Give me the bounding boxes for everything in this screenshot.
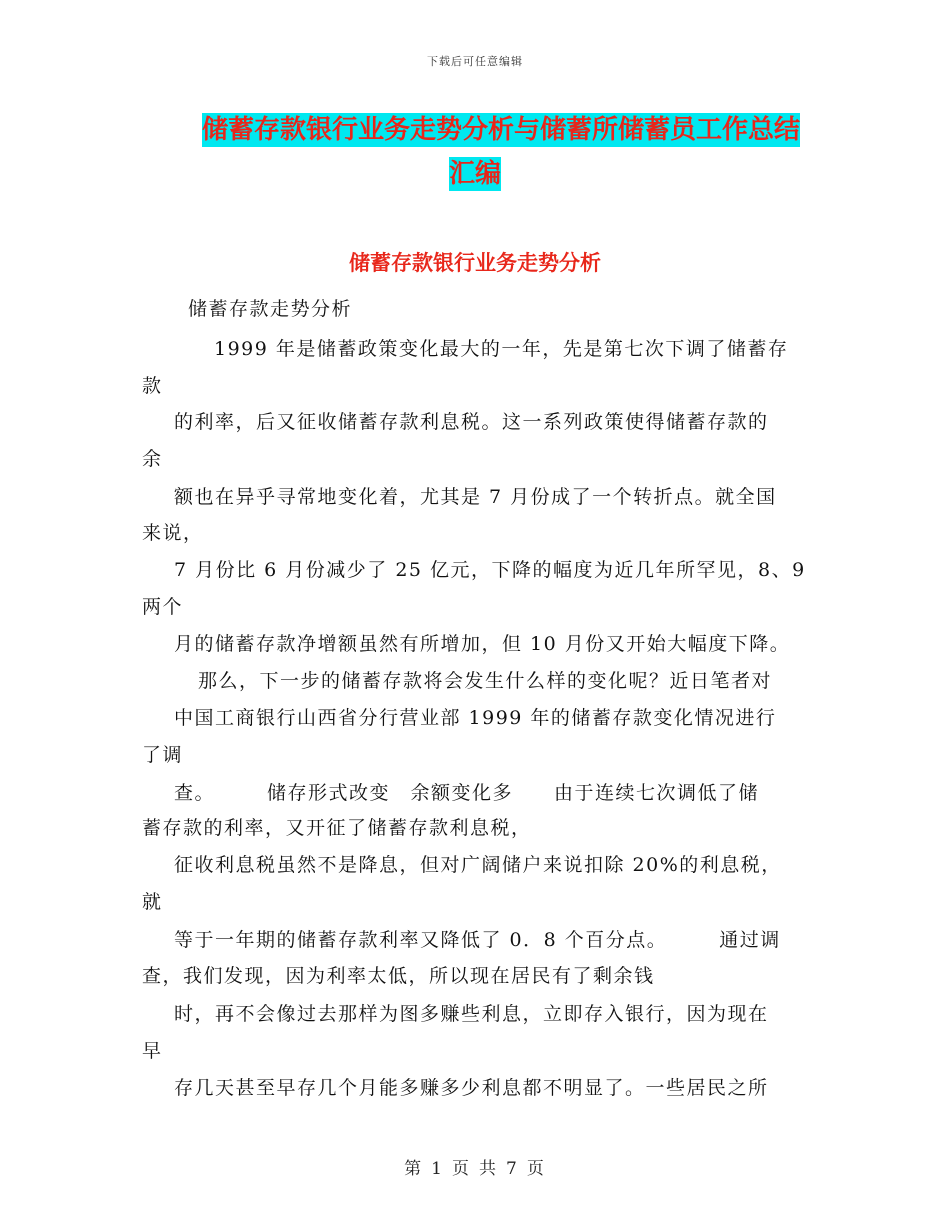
paragraph-line: 的利率，后又征收储蓄存款利息税。这一系列政策使得储蓄存款的 [174, 411, 769, 433]
paragraph-line: 两个 [142, 596, 184, 618]
section-title: 储蓄存款银行业务走势分析 [349, 251, 601, 275]
paragraph-line: 额也在异乎寻常地变化着，尤其是 7 月份成了一个转折点。就全国 [174, 486, 777, 508]
paragraph-line: 查，我们发现，因为利率太低，所以现在居民有了剩余钱 [142, 965, 655, 987]
paragraph-line: 就 [142, 891, 163, 913]
page-footer [0, 1154, 950, 1179]
paragraph-line: 1999 年是储蓄政策变化最大的一年，先是第七次下调了储蓄存 [214, 338, 789, 360]
paragraph-line: 7 月份比 6 月份减少了 25 亿元，下降的幅度为近几年所罕见，8、9 [174, 559, 806, 581]
paragraph-line: 来说， [142, 522, 204, 544]
paragraph-line: 蓄存款的利率，又开征了储蓄存款利息税， [142, 817, 532, 839]
paragraph-line: 那么，下一步的储蓄存款将会发生什么样的变化呢？近日笔者对 [198, 670, 773, 692]
title-line-1: 储蓄存款银行业务走势分析与储蓄所储蓄员工作总结 [201, 115, 800, 145]
footer-prefix: 第 [404, 1159, 424, 1179]
paragraph-line: 款 [142, 375, 163, 397]
header-note: 下载后可任意编辑 [427, 55, 523, 68]
paragraph-line: 等于一年期的储蓄存款利率又降低了 0．8 个百分点。 通过调 [174, 929, 781, 951]
total-pages: 7 [506, 1159, 519, 1179]
paragraph-line: 储蓄存款走势分析 [188, 298, 353, 320]
page-number: 1 [431, 1159, 444, 1179]
document-title [0, 108, 950, 196]
paragraph-line: 了调 [142, 744, 184, 766]
paragraph-line: 时，再不会像过去那样为图多赚些利息，立即存入银行，因为现在 [174, 1003, 769, 1025]
paragraph-line: 存几天甚至早存几个月能多赚多少利息都不明显了。一些居民之所 [174, 1077, 769, 1099]
paragraph-line: 查。 储存形式改变 余额变化多 由于连续七次调低了储 [174, 782, 760, 804]
title-line-2: 汇编 [448, 159, 501, 189]
paragraph-line: 早 [142, 1040, 163, 1062]
paragraph-line: 余 [142, 448, 163, 470]
paragraph-line: 月的储蓄存款净增额虽然有所增加，但 10 月份又开始大幅度下降。 [174, 633, 791, 655]
footer-suffix: 页 [526, 1159, 546, 1179]
paragraph-line: 中国工商银行山西省分行营业部 1999 年的储蓄存款变化情况进行 [174, 707, 777, 729]
footer-total-label: 共 [479, 1159, 498, 1179]
paragraph-line: 征收利息税虽然不是降息，但对广阔储户来说扣除 20%的利息税， [174, 854, 782, 876]
footer-page-label: 页 [452, 1159, 471, 1179]
